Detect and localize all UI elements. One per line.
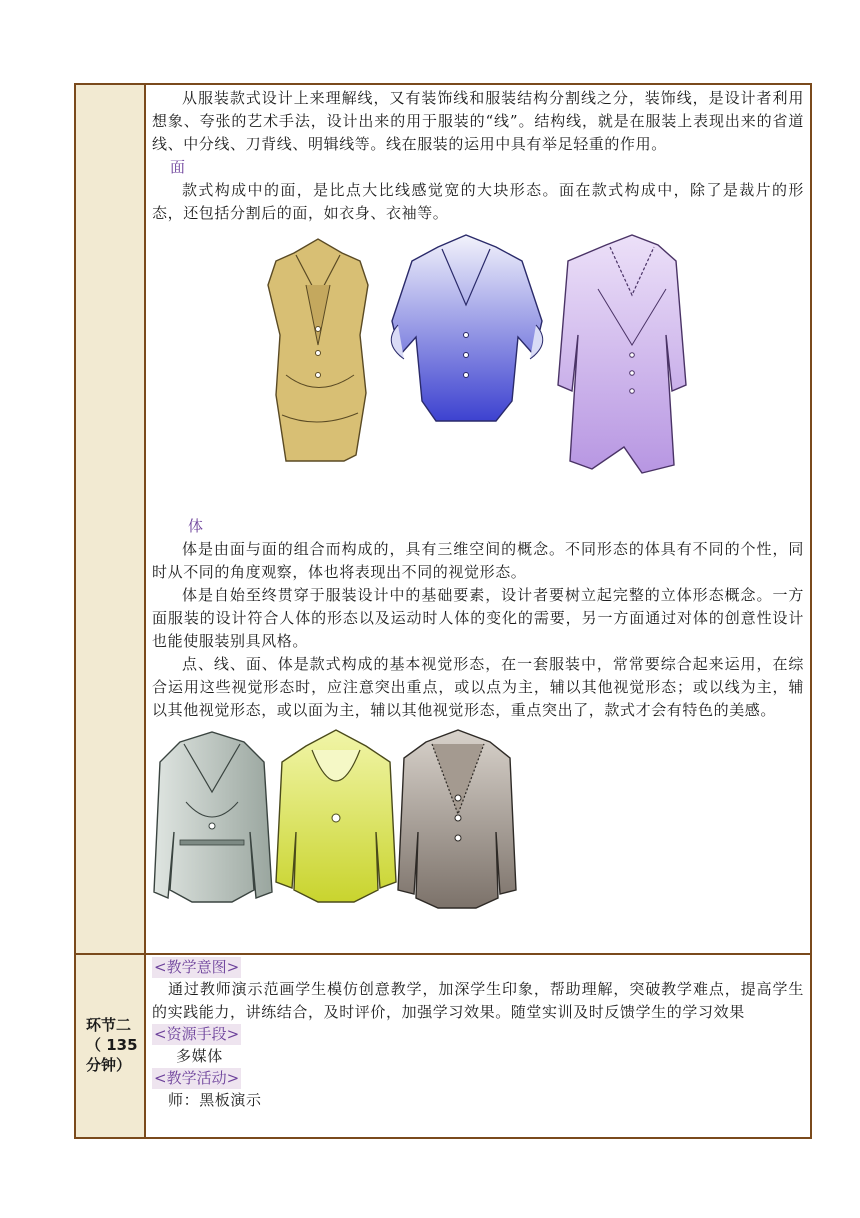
activity-tag: <教学活动> (154, 1069, 240, 1087)
activity-text: 师：黑板演示 (168, 1091, 262, 1109)
resource-tag: <资源手段> (154, 1025, 240, 1043)
grey-jacket-illustration (154, 732, 272, 902)
figure-row-body (146, 722, 810, 922)
side-cell-empty (75, 84, 145, 954)
yellow-jacket-illustration (276, 730, 396, 902)
blue-jacket-illustration (391, 235, 542, 421)
heading-body: 体 (188, 517, 204, 535)
paragraph-body-1: 体是由面与面的组合而构成的，具有三维空间的概念。不同形态的体具有不同的个性，同时从不同的角度观察，体也将表现出不同的视觉形态。 (152, 540, 804, 581)
content-cell (145, 84, 811, 954)
jacket-illustrations-face (146, 225, 810, 509)
lilac-coat-illustration (558, 235, 686, 473)
section-name: 环节二 (86, 1016, 132, 1034)
paragraph-body-3: 点、线、面、体是款式构成的基本视觉形态，在一套服装中，常常要综合起来运用，在综合运用这些视觉形态时，应注意突出重点，或以点为主，辅以其他视觉形态；或以线为主，辅以其他视觉形态，或以面为主，辅以其他视觉形态，重点突出了，款式才会有特色的美感。 (152, 655, 804, 719)
table-row (75, 84, 811, 954)
section-label (76, 955, 144, 1075)
jacket-illustrations-body (146, 722, 810, 922)
paragraph-face: 款式构成中的面，是比点大比线感觉宽的大块形态。面在款式构成中，除了是裁片的形态，还包括分割后的面，如衣身、衣袖等。 (152, 181, 804, 222)
content-cell-section (145, 954, 811, 1138)
brown-jacket-illustration (398, 730, 516, 908)
table-row (75, 954, 811, 1138)
section-duration-unit: 分钟） (86, 1056, 132, 1074)
section-duration-number: （ 135 (86, 1036, 138, 1054)
side-cell-section (75, 954, 145, 1138)
lesson-table (74, 83, 812, 1139)
teaching-intent-tag: <教学意图> (154, 958, 240, 976)
figure-row-face (146, 225, 810, 509)
tan-jacket-illustration (268, 239, 368, 461)
heading-face: 面 (170, 158, 186, 176)
paragraph-body-2: 体是自始至终贯穿于服装设计中的基础要素，设计者要树立起完整的立体形态概念。一方面服装的设计符合人体的形态以及运动时人体的变化的需要，另一方面通过对体的创意性设计也能使服装别具风格。 (152, 586, 804, 650)
teaching-intent-text: 通过教师演示范画学生模仿创意教学，加深学生印象，帮助理解，突破教学难点，提高学生的实践能力，讲练结合，及时评价，加强学习效果。随堂实训及时反馈学生的学习效果 (152, 980, 804, 1021)
resource-text: 多媒体 (176, 1047, 223, 1065)
paragraph-line-design: 从服装款式设计上来理解线，又有装饰线和服装结构分割线之分，装饰线，是设计者利用想象、夸张的艺术手法，设计出来的用于服装的“线”。结构线，就是在服装上表现出来的省道线、中分线、刀背线、明辑线等。线在服装的运用中具有举足轻重的作用。 (152, 89, 804, 153)
